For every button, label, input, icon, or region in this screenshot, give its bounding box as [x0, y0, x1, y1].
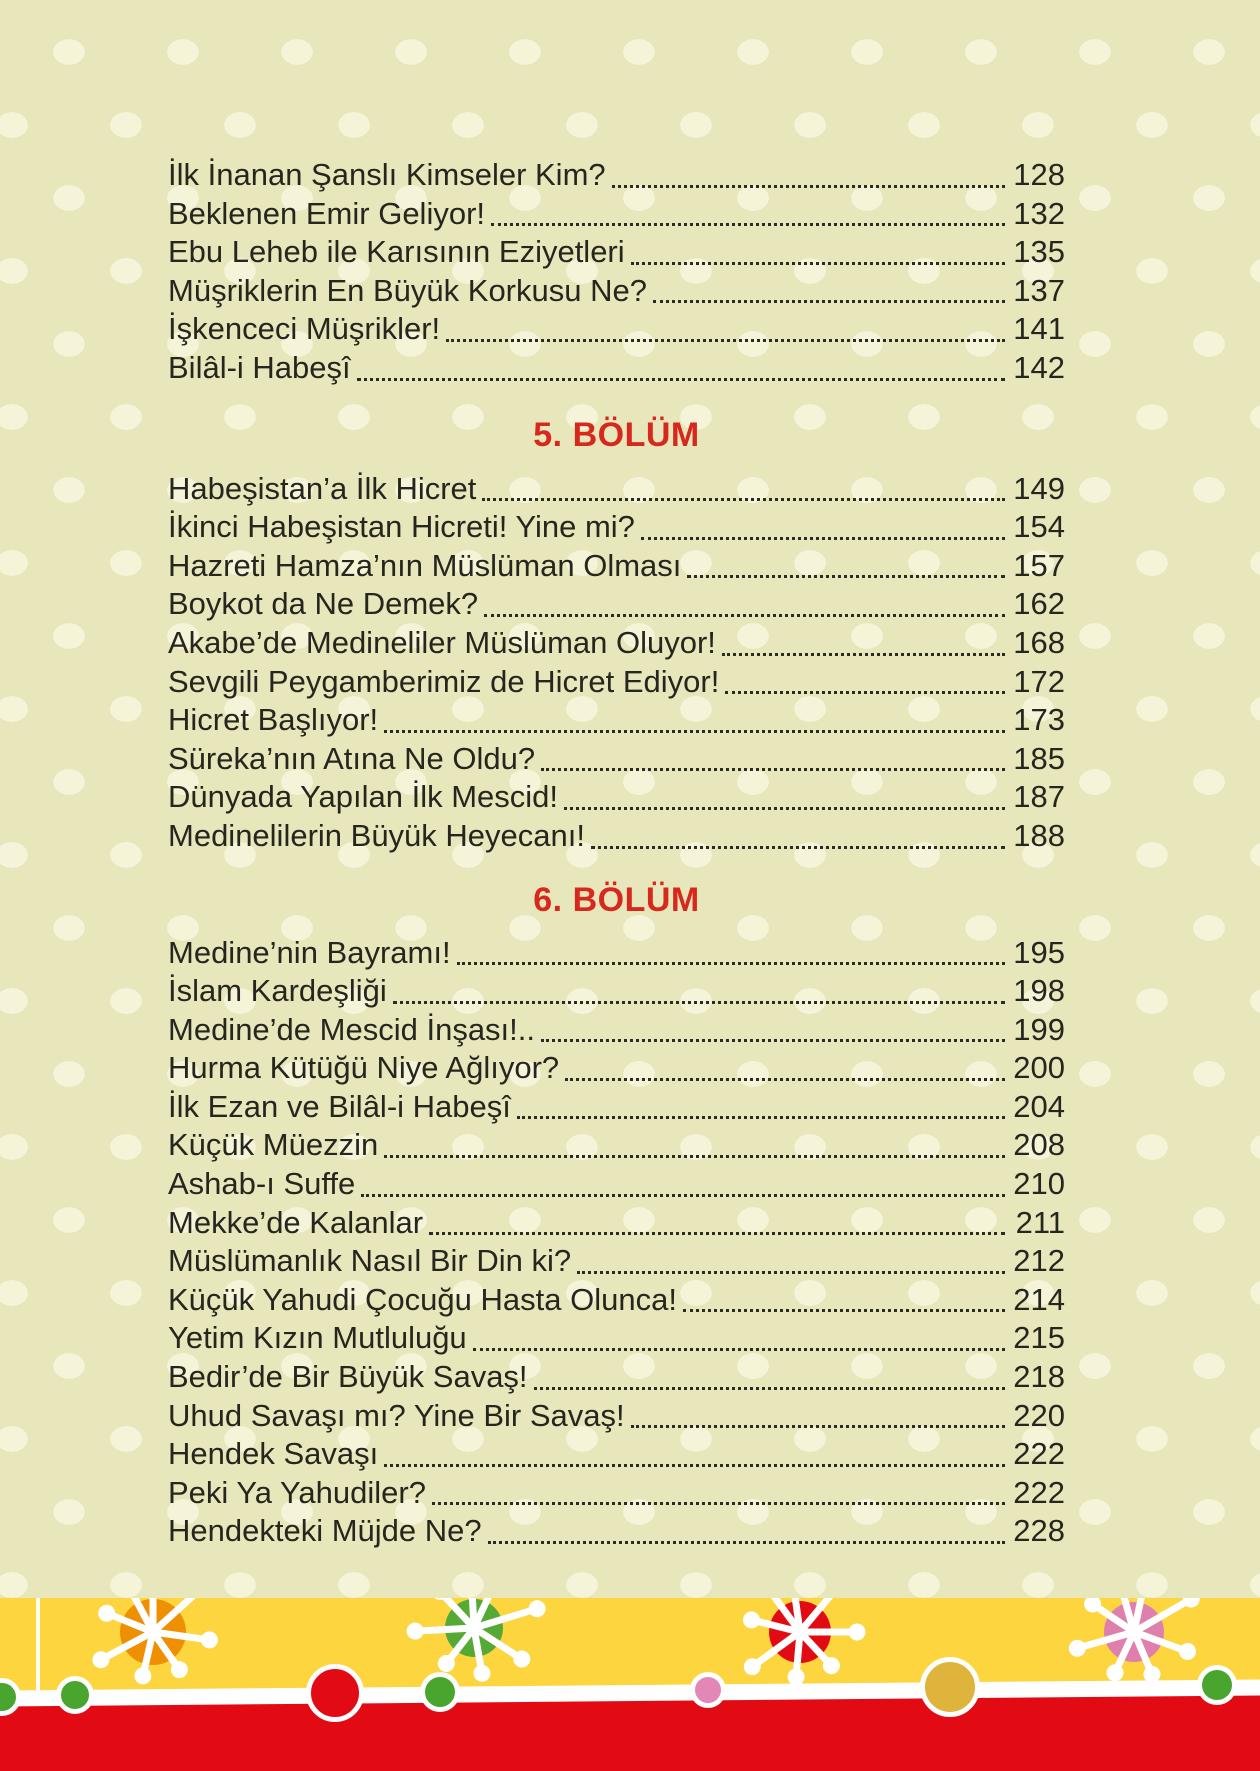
toc-entry-page-number: 222 — [1013, 1474, 1065, 1510]
dotted-leader — [564, 807, 1005, 810]
toc-entry-title: Süreka’nın Atına Ne Oldu? — [168, 740, 536, 776]
dotted-leader — [384, 730, 1005, 733]
toc-entry-title: Müşriklerin En Büyük Korkusu Ne? — [168, 272, 647, 308]
toc-entry-title: Ashab-ı Suffe — [168, 1166, 356, 1202]
toc-entry — [168, 934, 1065, 973]
dotted-leader — [534, 1387, 1005, 1390]
toc-entry — [168, 585, 1065, 624]
dotted-leader — [577, 1271, 1005, 1274]
dotted-leader — [482, 498, 1005, 501]
toc-entry-page-number: 220 — [1013, 1397, 1065, 1433]
toc-entry — [168, 1011, 1065, 1050]
dotted-leader — [722, 653, 1005, 656]
toc-entry — [168, 1088, 1065, 1127]
toc-entry-title: Medine’de Mescid İnşası!.. — [168, 1011, 536, 1047]
toc-entry-title: Bilâl-i Habeşî — [168, 349, 351, 385]
toc-entry-title: Uhud Savaşı mı? Yine Bir Savaş! — [168, 1397, 625, 1433]
toc-entry — [168, 1126, 1065, 1165]
section-header: 5. BÖLÜM — [533, 415, 700, 454]
dotted-leader — [429, 1232, 1005, 1235]
toc-entry-page-number: 187 — [1013, 779, 1065, 815]
toc-entry-title: İlk İnanan Şanslı Kimseler Kim? — [168, 157, 606, 192]
dotted-leader — [384, 1155, 1005, 1158]
dotted-leader — [653, 300, 1005, 303]
toc-entry-page-number: 208 — [1013, 1127, 1065, 1163]
dotted-leader — [565, 1078, 1005, 1081]
dotted-leader — [384, 1464, 1005, 1467]
toc-entry-page-number: 211 — [1015, 1204, 1065, 1240]
toc-entry — [168, 233, 1065, 272]
toc-entry-title: Peki Ya Yahudiler? — [168, 1474, 426, 1510]
toc-entry — [168, 156, 1065, 195]
toc-entry — [168, 195, 1065, 234]
toc-entry-page-number: 168 — [1013, 624, 1065, 660]
toc-entry — [168, 508, 1065, 547]
dotted-leader — [488, 1541, 1005, 1544]
toc-entry-page-number: 210 — [1013, 1166, 1065, 1202]
toc-entry-page-number: 215 — [1013, 1320, 1065, 1356]
toc-entry-page-number: 137 — [1013, 272, 1065, 308]
dotted-leader — [725, 691, 1005, 694]
toc-entry-page-number: 154 — [1013, 509, 1065, 545]
dotted-leader — [361, 1194, 1005, 1197]
toc-entry-page-number: 199 — [1013, 1011, 1065, 1047]
toc-entry — [168, 1512, 1065, 1551]
toc-entry-page-number: 200 — [1013, 1050, 1065, 1086]
toc-entry — [168, 310, 1065, 349]
toc-entry-title: İslam Kardeşliği — [168, 973, 387, 1009]
toc-entry-page-number: 128 — [1013, 157, 1065, 192]
section-header: 6. BÖLÜM — [533, 880, 700, 919]
toc-entry-title: Dünyada Yapılan İlk Mescid! — [168, 779, 559, 815]
toc-entry-title: Hazreti Hamza’nın Müslüman Olması — [168, 547, 682, 583]
toc-entry-page-number: 204 — [1013, 1088, 1065, 1124]
toc-entry-page-number: 135 — [1013, 234, 1065, 270]
toc-entry-page-number: 188 — [1013, 817, 1065, 853]
dotted-leader — [357, 378, 1005, 381]
toc-entry-page-number: 172 — [1013, 663, 1065, 699]
toc-entry — [168, 817, 1065, 856]
toc-entry-title: Ebu Leheb ile Karısının Eziyetleri — [168, 234, 625, 270]
dotted-leader — [517, 1116, 1005, 1119]
toc-entry-title: Müslümanlık Nasıl Bir Din ki? — [168, 1243, 572, 1279]
toc-entry-title: İkinci Habeşistan Hicreti! Yine mi? — [168, 509, 635, 545]
toc-entry — [168, 470, 1065, 509]
toc-entry — [168, 1474, 1065, 1513]
toc-entry-title: Mekke’de Kalanlar — [168, 1204, 424, 1240]
toc-entry — [168, 740, 1065, 779]
toc-entry — [168, 349, 1065, 388]
toc-entry — [168, 1049, 1065, 1088]
stripe-circle-pink — [690, 1672, 726, 1708]
dotted-leader — [591, 846, 1005, 849]
toc-entry — [168, 1242, 1065, 1281]
toc-entry — [168, 547, 1065, 586]
toc-entry-title: Küçük Yahudi Çocuğu Hasta Olunca! — [168, 1281, 677, 1317]
toc-entry-page-number: 222 — [1013, 1436, 1065, 1472]
toc-entry — [168, 1204, 1065, 1243]
toc-entry-page-number: 218 — [1013, 1359, 1065, 1395]
stripe-circle-red — [306, 1664, 364, 1722]
toc-entry-page-number: 173 — [1013, 702, 1065, 738]
toc-entry-page-number: 162 — [1013, 586, 1065, 622]
toc-entry-title: Habeşistan’a İlk Hicret — [168, 470, 477, 506]
toc-entry-title: İlk Ezan ve Bilâl-i Habeşî — [168, 1088, 511, 1124]
toc-entry — [168, 1165, 1065, 1204]
toc-entry — [168, 624, 1065, 663]
footer-decoration-band — [0, 1598, 1260, 1771]
toc-entry-title: Akabe’de Medineliler Müslüman Oluyor! — [168, 624, 716, 660]
dotted-leader — [612, 185, 1005, 188]
toc-entry-page-number: 195 — [1013, 934, 1065, 970]
toc-entry-title: Yetim Kızın Mutluluğu — [168, 1320, 467, 1356]
toc-entry-title: Hurma Kütüğü Niye Ağlıyor? — [168, 1050, 560, 1086]
toc-section — [168, 156, 1065, 388]
toc-entry-title: Medinelilerin Büyük Heyecanı! — [168, 817, 585, 853]
dotted-leader — [491, 223, 1005, 226]
toc-entry-page-number: 212 — [1013, 1243, 1065, 1279]
toc-entry-title: Hendekteki Müjde Ne? — [168, 1513, 482, 1549]
toc-entry-title: Hicret Başlıyor! — [168, 702, 379, 738]
dotted-leader — [473, 1348, 1005, 1351]
toc-entry-title: İşkenceci Müşrikler! — [168, 311, 441, 347]
toc-entry-page-number: 141 — [1013, 311, 1065, 347]
toc-section — [168, 470, 1065, 856]
footer-vertical-line — [36, 1598, 40, 1692]
toc-entry-page-number: 228 — [1013, 1513, 1065, 1549]
dotted-leader — [687, 575, 1005, 578]
stripe-circle-green — [420, 1672, 460, 1712]
toc-entry — [168, 1281, 1065, 1320]
toc-entry-title: Sevgili Peygamberimiz de Hicret Ediyor! — [168, 663, 720, 699]
dotted-leader — [631, 1425, 1005, 1428]
toc-entry-title: Küçük Müezzin — [168, 1127, 379, 1163]
toc-entry-title: Hendek Savaşı — [168, 1436, 379, 1472]
toc-entry — [168, 1435, 1065, 1474]
toc-entry-title: Medine’nin Bayramı! — [168, 934, 451, 970]
dotted-leader — [457, 962, 1005, 965]
toc-entry — [168, 1319, 1065, 1358]
dotted-leader — [541, 1039, 1005, 1042]
stripe-circle-gold — [920, 1657, 980, 1717]
toc-section — [168, 934, 1065, 1552]
stripe-circle-green — [56, 1676, 94, 1714]
dotted-leader — [631, 262, 1005, 265]
dotted-leader — [393, 1001, 1005, 1004]
dotted-leader — [484, 614, 1005, 617]
toc-entry — [168, 1358, 1065, 1397]
toc-entry — [168, 701, 1065, 740]
toc-entry-page-number: 149 — [1013, 470, 1065, 506]
toc-entry-page-number: 157 — [1013, 547, 1065, 583]
toc-entry-page-number: 142 — [1013, 349, 1065, 385]
toc-entry-page-number: 185 — [1013, 740, 1065, 776]
toc-entry — [168, 272, 1065, 311]
dotted-leader — [541, 768, 1005, 771]
dotted-leader — [446, 339, 1005, 342]
table-of-contents — [168, 0, 1065, 1551]
toc-entry-title: Bedir’de Bir Büyük Savaş! — [168, 1359, 528, 1395]
toc-entry — [168, 1397, 1065, 1436]
toc-entry — [168, 972, 1065, 1011]
toc-entry-title: Beklenen Emir Geliyor! — [168, 195, 486, 231]
toc-entry-page-number: 132 — [1013, 195, 1065, 231]
toc-entry-title: Boykot da Ne Demek? — [168, 586, 479, 622]
toc-entry-page-number: 214 — [1013, 1281, 1065, 1317]
dotted-leader — [683, 1309, 1005, 1312]
toc-entry — [168, 663, 1065, 702]
toc-entry — [168, 778, 1065, 817]
toc-entry-page-number: 198 — [1013, 973, 1065, 1009]
stripe-circle-green — [1197, 1665, 1237, 1705]
dotted-leader — [432, 1502, 1005, 1505]
dotted-leader — [641, 537, 1005, 540]
